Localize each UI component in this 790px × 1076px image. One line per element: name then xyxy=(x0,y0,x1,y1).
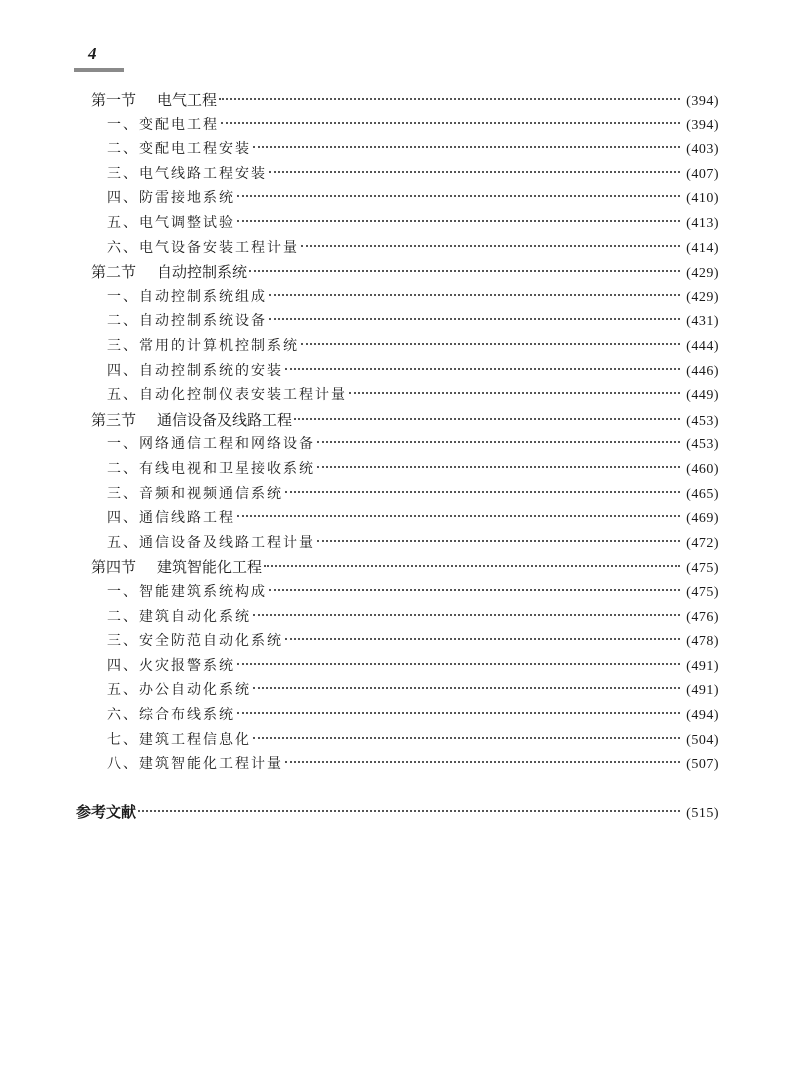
toc-page-number: (475) xyxy=(686,585,719,600)
toc-section-number: 第一节 xyxy=(91,91,137,109)
header-rule xyxy=(74,68,124,72)
toc-page-number: (429) xyxy=(686,266,719,282)
toc-page-number: (475) xyxy=(686,561,719,577)
dot-leader xyxy=(237,220,680,222)
toc-item-row xyxy=(107,482,719,506)
toc-item-label: 二、有线电视和卫星接收系统 xyxy=(107,461,315,477)
dot-leader xyxy=(285,491,680,493)
toc-page-number: (491) xyxy=(686,658,719,674)
toc-item-label: 一、网络通信工程和网络设备 xyxy=(107,436,315,453)
toc-item-row xyxy=(107,605,719,629)
dot-leader xyxy=(285,638,680,640)
toc-page-number: (472) xyxy=(686,535,719,551)
toc-page-number: (476) xyxy=(686,609,719,625)
dot-leader xyxy=(219,98,680,100)
toc-section-number: 第二节 xyxy=(91,263,137,282)
toc-item-row xyxy=(107,506,719,530)
toc-item-row xyxy=(107,654,719,678)
dot-leader xyxy=(317,441,680,443)
toc-page-number: (515) xyxy=(686,806,719,821)
toc-section-row xyxy=(91,260,719,284)
toc-item-label: 二、变配电工程安装 xyxy=(107,141,251,158)
dot-leader xyxy=(237,515,680,517)
toc-item-label: 三、音频和视频通信系统 xyxy=(107,485,283,502)
toc-page-number: (410) xyxy=(686,191,719,207)
toc-section-label xyxy=(91,555,262,579)
toc-item-label: 三、常用的计算机控制系统 xyxy=(107,338,299,354)
toc-item-row xyxy=(107,359,719,383)
toc-page-number: (413) xyxy=(686,216,719,231)
dot-leader xyxy=(301,343,680,345)
dot-leader xyxy=(237,663,680,665)
toc-item-label: 七、建筑工程信息化 xyxy=(107,731,251,748)
toc-item-label: 一、变配电工程 xyxy=(107,116,219,133)
toc-item-label: 四、防雷接地系统 xyxy=(107,190,235,207)
toc-item-label: 四、自动控制系统的安装 xyxy=(107,362,283,379)
toc-item-label: 五、办公自动化系统 xyxy=(107,682,251,699)
toc-item-row xyxy=(107,236,719,260)
toc-item-row xyxy=(107,334,719,358)
toc-page-number: (453) xyxy=(686,413,719,429)
toc-item-label: 四、火灾报警系统 xyxy=(107,657,235,674)
toc-references-row xyxy=(76,800,719,824)
toc-page-number: (394) xyxy=(686,117,719,133)
toc-page-number: (453) xyxy=(686,437,719,453)
dot-leader xyxy=(237,712,680,714)
toc-page-number: (403) xyxy=(686,142,719,158)
dot-leader xyxy=(294,418,680,420)
toc-item-label: 三、安全防范自动化系统 xyxy=(107,633,283,650)
dot-leader xyxy=(269,589,680,591)
toc-item-row xyxy=(107,703,719,727)
toc-section-row xyxy=(91,555,719,579)
toc-section-row xyxy=(91,408,719,432)
toc-section-label xyxy=(91,88,217,112)
toc-section-title: 通信设备及线路工程 xyxy=(157,410,293,429)
toc-page-number: (478) xyxy=(686,634,719,650)
toc-section-label xyxy=(91,408,292,432)
toc-page-number: (449) xyxy=(686,388,719,404)
dot-leader xyxy=(253,687,680,689)
toc-page-number: (469) xyxy=(686,511,719,527)
toc-item-label: 一、自动控制系统组成 xyxy=(107,288,267,305)
toc-item-label: 五、通信设备及线路工程计量 xyxy=(107,534,315,551)
toc-references-label: 参考文献 xyxy=(76,803,137,821)
toc-page-number: (407) xyxy=(686,166,719,182)
toc-item-row xyxy=(107,752,719,776)
toc-section-number: 第四节 xyxy=(91,558,137,577)
toc-item-row xyxy=(107,211,719,235)
dot-leader xyxy=(317,540,680,542)
toc-section-title: 电气工程 xyxy=(157,91,218,109)
toc-item-label: 八、建筑智能化工程计量 xyxy=(107,756,283,773)
toc-item-label: 四、通信线路工程 xyxy=(107,510,235,527)
page-number: 4 xyxy=(88,44,97,63)
toc-page-number: (394) xyxy=(686,94,719,109)
toc-section-number: 第三节 xyxy=(91,410,137,429)
dot-leader xyxy=(264,565,680,567)
toc-section-title: 建筑智能化工程 xyxy=(157,558,263,577)
toc-item-row xyxy=(107,678,719,702)
dot-leader xyxy=(221,122,680,124)
toc-item-row xyxy=(107,383,719,407)
dot-leader xyxy=(269,294,680,296)
toc-page-number: (494) xyxy=(686,708,719,723)
dot-leader xyxy=(317,466,680,468)
dot-leader xyxy=(253,146,680,148)
toc-item-row xyxy=(107,186,719,210)
toc-item-row xyxy=(107,580,719,604)
dot-leader xyxy=(269,171,680,173)
toc-page-number: (465) xyxy=(686,486,719,502)
toc-page-number: (446) xyxy=(686,363,719,379)
toc-item-label: 二、自动控制系统设备 xyxy=(107,313,267,330)
toc-page-number: (507) xyxy=(686,757,719,773)
toc-item-row xyxy=(107,309,719,333)
toc-item-label: 六、综合布线系统 xyxy=(107,707,235,723)
toc-item-row xyxy=(107,457,719,481)
toc-item-row xyxy=(107,137,719,161)
toc-item-label: 五、自动化控制仪表安装工程计量 xyxy=(107,387,347,404)
dot-leader xyxy=(301,245,680,247)
toc-item-row xyxy=(107,629,719,653)
toc-item-row xyxy=(107,728,719,752)
toc-page-number: (414) xyxy=(686,240,719,256)
toc-item-label: 一、智能建筑系统构成 xyxy=(107,584,267,600)
dot-leader xyxy=(269,318,680,320)
toc-page-number: (491) xyxy=(686,683,719,699)
dot-leader xyxy=(237,195,680,197)
toc-item-row xyxy=(107,162,719,186)
toc-item-row xyxy=(107,285,719,309)
toc-section-label xyxy=(91,260,247,284)
toc-page-number: (429) xyxy=(686,289,719,305)
toc-item-row xyxy=(107,531,719,555)
dot-leader xyxy=(285,368,680,370)
toc-item-label: 三、电气线路工程安装 xyxy=(107,165,267,182)
toc-section-title: 自动控制系统 xyxy=(157,263,248,282)
toc-item-label: 五、电气调整试验 xyxy=(107,215,235,231)
dot-leader xyxy=(249,270,680,272)
toc-section-row xyxy=(91,88,719,112)
toc-item-label: 二、建筑自动化系统 xyxy=(107,608,251,625)
toc-item-row xyxy=(107,432,719,456)
toc-page-number: (431) xyxy=(686,314,719,330)
toc-page-number: (504) xyxy=(686,732,719,748)
toc-page-number: (444) xyxy=(686,339,719,354)
toc-page-number: (460) xyxy=(686,462,719,477)
dot-leader xyxy=(253,737,680,739)
dot-leader xyxy=(285,761,680,763)
dot-leader xyxy=(349,392,680,394)
dot-leader xyxy=(253,614,680,616)
toc-item-label: 六、电气设备安装工程计量 xyxy=(107,239,299,256)
toc-item-row xyxy=(107,113,719,137)
dot-leader xyxy=(138,810,680,812)
